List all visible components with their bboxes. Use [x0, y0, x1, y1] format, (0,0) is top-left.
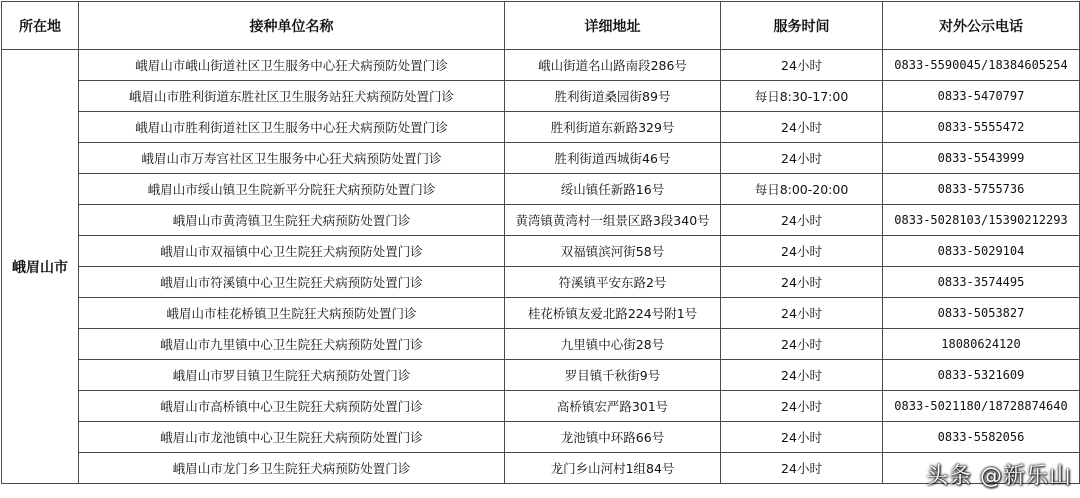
clinic-address: 龙门乡山河村1组84号: [505, 453, 721, 484]
clinic-address: 龙池镇中环路66号: [505, 422, 721, 453]
service-hours: 24小时: [721, 329, 883, 360]
public-phone: 0833-5028103/15390212293: [883, 205, 1080, 236]
service-hours: 24小时: [721, 50, 883, 81]
service-hours: 每日8:00-20:00: [721, 174, 883, 205]
clinic-address: 黄湾镇黄湾村一组景区路3段340号: [505, 205, 721, 236]
clinic-address: 罗目镇千秋街9号: [505, 360, 721, 391]
table-row: [2, 453, 1080, 484]
clinic-address: 高桥镇宏严路301号: [505, 391, 721, 422]
clinic-address: 符溪镇平安东路2号: [505, 267, 721, 298]
clinic-address: 九里镇中心街28号: [505, 329, 721, 360]
public-phone: 0833-5021180/18728874640: [883, 391, 1080, 422]
table-row: [2, 422, 1080, 453]
public-phone: 0833-5755736: [883, 174, 1080, 205]
table-row: [2, 267, 1080, 298]
public-phone: 0833-5321609: [883, 360, 1080, 391]
clinic-name: 峨眉山市峨山街道社区卫生服务中心狂犬病预防处置门诊: [79, 50, 505, 81]
service-hours: 24小时: [721, 112, 883, 143]
service-hours: 24小时: [721, 267, 883, 298]
table-row: [2, 236, 1080, 267]
public-phone: 0833-5590045/18384605254: [883, 50, 1080, 81]
public-phone: 0833-5053827: [883, 298, 1080, 329]
public-phone: 0833-3574495: [883, 267, 1080, 298]
service-hours: 24小时: [721, 391, 883, 422]
clinic-name: 峨眉山市符溪镇中心卫生院狂犬病预防处置门诊: [79, 267, 505, 298]
clinic-name: 峨眉山市万寿宫社区卫生服务中心狂犬病预防处置门诊: [79, 143, 505, 174]
header-hours: 服务时间: [721, 2, 883, 50]
header-region: 所在地: [2, 2, 79, 50]
header-name: 接种单位名称: [79, 2, 505, 50]
table-row: [2, 143, 1080, 174]
clinic-name: 峨眉山市九里镇中心卫生院狂犬病预防处置门诊: [79, 329, 505, 360]
clinic-name: 峨眉山市桂花桥镇卫生院狂犬病预防处置门诊: [79, 298, 505, 329]
watermark-logo: 头条 @新乐山: [926, 464, 1072, 489]
clinic-address: 胜利街道西城街46号: [505, 143, 721, 174]
clinic-address: 峨山街道名山路南段286号: [505, 50, 721, 81]
service-hours: 每日8:30-17:00: [721, 81, 883, 112]
clinic-name: 峨眉山市绥山镇卫生院新平分院狂犬病预防处置门诊: [79, 174, 505, 205]
public-phone: 0833-5555472: [883, 112, 1080, 143]
public-phone: 0833-5470797: [883, 81, 1080, 112]
table-row: [2, 298, 1080, 329]
clinic-address: 双福镇滨河街58号: [505, 236, 721, 267]
clinic-address: 桂花桥镇友爱北路224号附1号: [505, 298, 721, 329]
region-cell: 峨眉山市: [2, 50, 79, 484]
service-hours: 24小时: [721, 205, 883, 236]
clinic-name: 峨眉山市胜利街道社区卫生服务中心狂犬病预防处置门诊: [79, 112, 505, 143]
clinic-name: 峨眉山市龙门乡卫生院狂犬病预防处置门诊: [79, 453, 505, 484]
service-hours: 24小时: [721, 298, 883, 329]
table-row: [2, 50, 1080, 81]
header-phone: 对外公示电话: [883, 2, 1080, 50]
table-row: [2, 81, 1080, 112]
service-hours: 24小时: [721, 422, 883, 453]
table-header-row: [2, 2, 1080, 50]
clinic-name: 峨眉山市龙池镇中心卫生院狂犬病预防处置门诊: [79, 422, 505, 453]
table-row: [2, 329, 1080, 360]
public-phone: 0833-5582056: [883, 422, 1080, 453]
clinic-address: 绥山镇任新路16号: [505, 174, 721, 205]
public-phone: 0833-5029104: [883, 236, 1080, 267]
clinic-name: 峨眉山市胜利街道东胜社区卫生服务站狂犬病预防处置门诊: [79, 81, 505, 112]
clinic-name: 峨眉山市罗目镇卫生院狂犬病预防处置门诊: [79, 360, 505, 391]
clinic-name: 峨眉山市高桥镇中心卫生院狂犬病预防处置门诊: [79, 391, 505, 422]
service-hours: 24小时: [721, 453, 883, 484]
clinic-address: 胜利街道东新路329号: [505, 112, 721, 143]
service-hours: 24小时: [721, 236, 883, 267]
table-row: [2, 205, 1080, 236]
public-phone: 0833-5543999: [883, 143, 1080, 174]
clinic-table: [1, 1, 1080, 484]
header-address: 详细地址: [505, 2, 721, 50]
public-phone: 18080624120: [883, 329, 1080, 360]
table-row: [2, 360, 1080, 391]
table-row: [2, 391, 1080, 422]
service-hours: 24小时: [721, 143, 883, 174]
clinic-name: 峨眉山市黄湾镇卫生院狂犬病预防处置门诊: [79, 205, 505, 236]
clinic-name: 峨眉山市双福镇中心卫生院狂犬病预防处置门诊: [79, 236, 505, 267]
table-row: [2, 112, 1080, 143]
service-hours: 24小时: [721, 360, 883, 391]
table-row: [2, 174, 1080, 205]
clinic-address: 胜利街道桑园街89号: [505, 81, 721, 112]
